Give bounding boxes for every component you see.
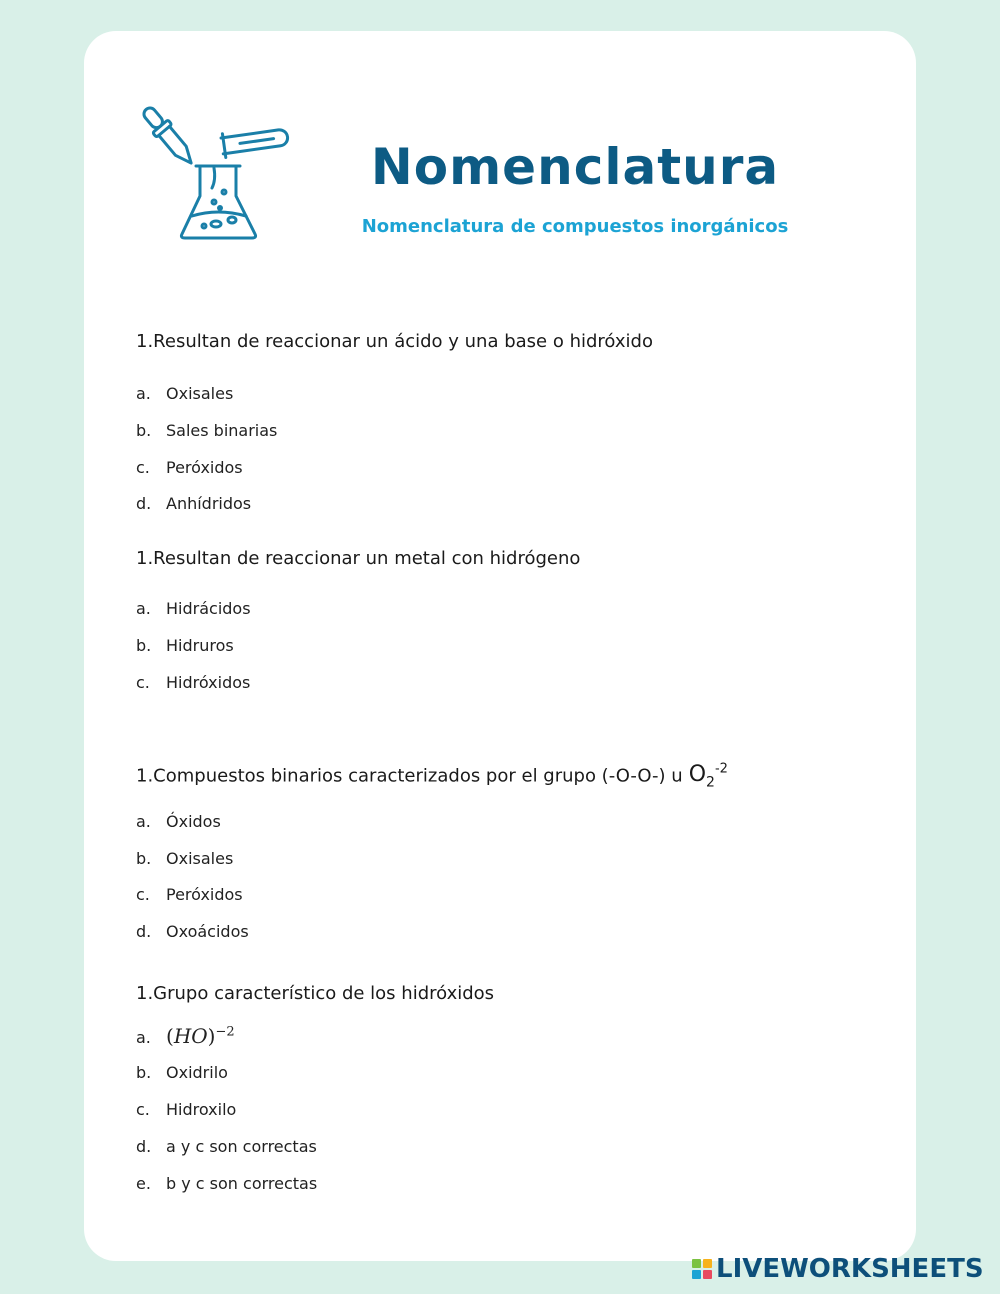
option-text: Peróxidos (166, 458, 243, 477)
option-letter: b. (136, 849, 152, 868)
question-4-option-a[interactable] (136, 1024, 235, 1048)
option-text: Hidróxidos (166, 673, 251, 692)
option-letter: c. (136, 673, 150, 692)
question-2-option-b[interactable] (136, 636, 234, 655)
question-2: 1.Resultan de reaccionar un metal con hidrógeno (136, 548, 581, 569)
option-text: b y c son correctas (166, 1174, 318, 1193)
question-1-option-d[interactable] (136, 494, 251, 513)
option-letter: a. (136, 384, 151, 403)
formula-sub: 2 (706, 774, 715, 791)
formula-sup: -2 (714, 762, 728, 777)
formula-base: O (688, 762, 707, 788)
question-4-option-c[interactable] (136, 1100, 236, 1119)
formula-sup: −2 (215, 1024, 235, 1040)
option-letter: a. (136, 599, 151, 618)
question-4-option-b[interactable] (136, 1063, 228, 1082)
option-text: Hidrácidos (166, 599, 251, 618)
option-text: Óxidos (166, 812, 221, 831)
question-1-option-c[interactable] (136, 458, 243, 477)
option-letter: c. (136, 1100, 150, 1119)
brand-text: LIVEWORKSHEETS (716, 1254, 984, 1284)
brand-blocks-icon (692, 1259, 712, 1279)
question-2-option-a[interactable] (136, 599, 251, 618)
question-3-option-c[interactable] (136, 885, 243, 904)
question-2-option-c[interactable] (136, 673, 250, 692)
page-subtitle: Nomenclatura de compuestos inorgánicos (361, 216, 789, 237)
page-title: Nomenclatura (370, 138, 780, 196)
question-3-option-b[interactable] (136, 849, 233, 868)
option-letter: b. (136, 636, 152, 655)
paren-close: ) (207, 1024, 216, 1048)
liveworksheets-logo[interactable] (692, 1254, 984, 1284)
option-text: Oxoácidos (166, 922, 249, 941)
option-letter: a. (136, 1028, 151, 1047)
option-text: a y c son correctas (166, 1137, 317, 1156)
question-1-option-a[interactable] (136, 384, 233, 403)
question-3-option-d[interactable] (136, 922, 249, 941)
question-3-option-a[interactable] (136, 812, 221, 831)
question-1-option-b[interactable] (136, 421, 277, 440)
paren-open: ( (166, 1024, 174, 1048)
question-4-option-d[interactable] (136, 1137, 317, 1156)
option-letter: d. (136, 1137, 152, 1156)
option-text: Anhídridos (166, 494, 252, 513)
question-3-text: 1.Compuestos binarios caracterizados por el grupo (-O-O-) u (136, 765, 683, 787)
option-letter: d. (136, 494, 152, 513)
question-4: 1.Grupo característico de los hidróxidos (136, 983, 495, 1004)
ho-formula (166, 1024, 235, 1048)
option-letter: c. (136, 885, 150, 904)
option-text: Oxisales (166, 849, 234, 868)
option-text: Oxidrilo (166, 1063, 228, 1082)
option-text: Peróxidos (166, 885, 243, 904)
option-letter: d. (136, 922, 152, 941)
question-4-option-e[interactable] (136, 1174, 317, 1193)
question-3 (136, 762, 728, 791)
option-text: Sales binarias (166, 421, 278, 440)
option-text: Hidroxilo (166, 1100, 237, 1119)
option-letter: b. (136, 421, 152, 440)
o2-formula (688, 762, 728, 791)
formula-var: HO (173, 1024, 208, 1048)
option-letter: a. (136, 812, 151, 831)
option-text: Oxisales (166, 384, 234, 403)
question-1: 1.Resultan de reaccionar un ácido y una base o hidróxido (136, 331, 653, 352)
option-letter: c. (136, 458, 150, 477)
option-letter: e. (136, 1174, 151, 1193)
option-text: Hidruros (166, 636, 234, 655)
lab-flask-dropper-icon (140, 88, 300, 248)
option-letter: b. (136, 1063, 152, 1082)
